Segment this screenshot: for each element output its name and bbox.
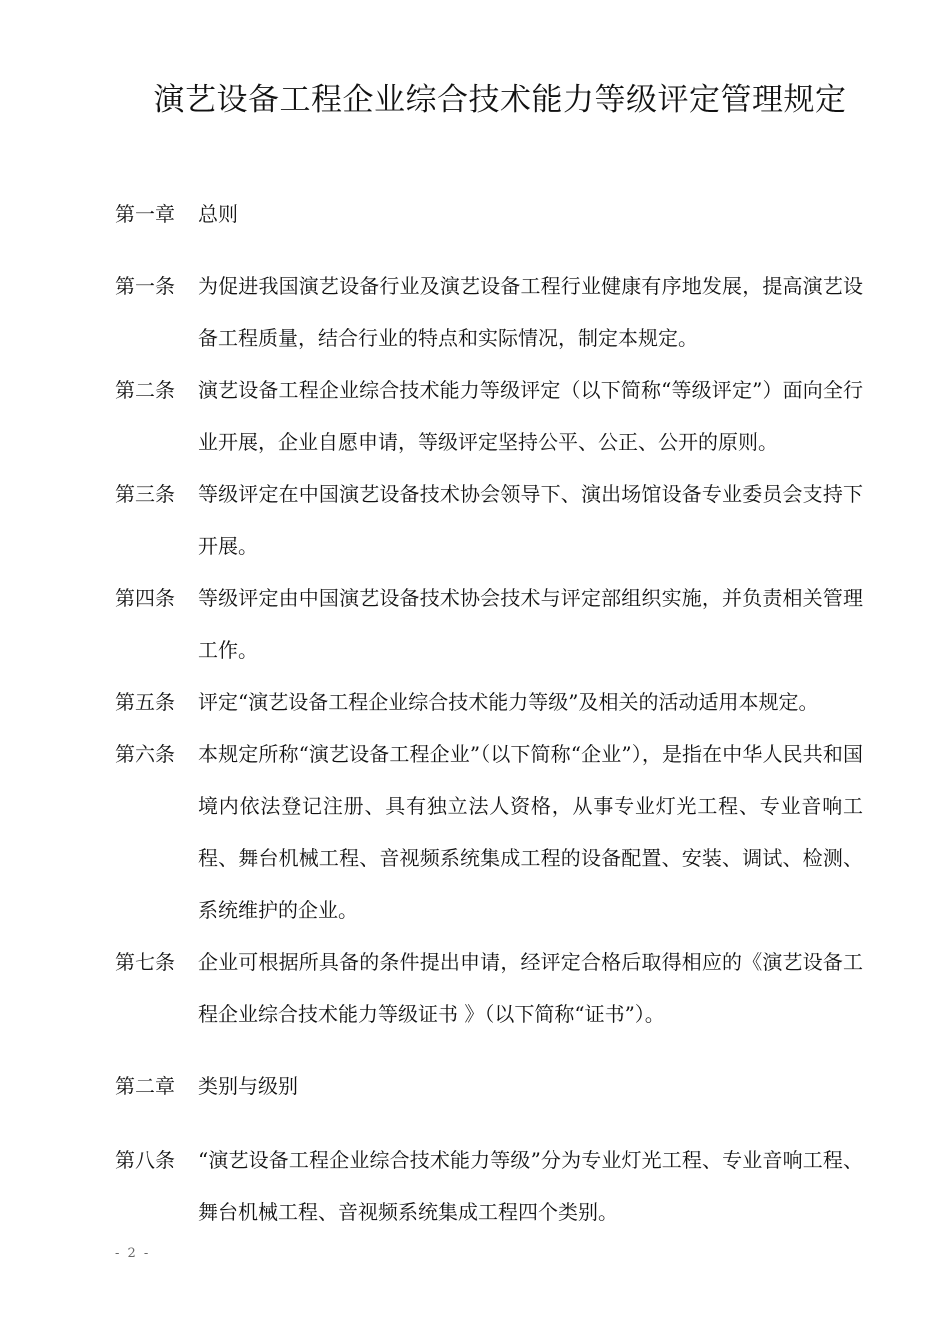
article: [115, 1134, 865, 1238]
article-label: 第四条: [115, 586, 175, 610]
chapter-heading: [115, 1071, 298, 1101]
article-text: 评定“演艺设备工程企业综合技术能力等级”及相关的活动适用本规定。: [198, 690, 819, 714]
article-text: 为促进我国演艺设备行业及演艺设备工程行业健康有序地发展，提高演艺设备工程质量，结合行业的特点和实际情况，制定本规定。: [198, 274, 863, 350]
document-title: 演艺设备工程企业综合技术能力等级评定管理规定: [153, 82, 847, 118]
article-label: 第二条: [115, 378, 175, 402]
chapter-title: 类别与级别: [198, 1074, 298, 1098]
chapter-heading: [115, 199, 238, 229]
article: [115, 676, 865, 728]
chapter-number: 第一章: [115, 202, 175, 226]
chapter-title: 总则: [198, 202, 238, 226]
article-label: 第六条: [115, 742, 175, 766]
article-label: 第七条: [115, 950, 175, 974]
article-label: 第八条: [115, 1148, 175, 1172]
article-label: 第三条: [115, 482, 175, 506]
article-text: 演艺设备工程企业综合技术能力等级评定（以下简称“等级评定”）面向全行业开展，企业自愿申请，等级评定坚持公平、公正、公开的原则。: [198, 378, 863, 454]
article: [115, 936, 865, 1040]
article-text: 等级评定在中国演艺设备技术协会领导下、演出场馆设备专业委员会支持下开展。: [198, 482, 863, 558]
article-label: 第一条: [115, 274, 175, 298]
chapter-number: 第二章: [115, 1074, 175, 1098]
article-text: 本规定所称“演艺设备工程企业”（以下简称“企业”），是指在中华人民共和国境内依法登记注册、具有独立法人资格，从事专业灯光工程、专业音响工程、舞台机械工程、音视频系统集成工程的设备配置、安装、调试、检测、系统维护的企业。: [198, 742, 863, 922]
article-label: 第五条: [115, 690, 175, 714]
article-text: 等级评定由中国演艺设备技术协会技术与评定部组织实施，并负责相关管理工作。: [198, 586, 863, 662]
article-text: “演艺设备工程企业综合技术能力等级”分为专业灯光工程、专业音响工程、舞台机械工程、音视频系统集成工程四个类别。: [198, 1148, 863, 1224]
article: [115, 260, 865, 364]
article: [115, 572, 865, 676]
article: [115, 468, 865, 572]
article: [115, 364, 865, 468]
article: [115, 728, 865, 936]
article-text: 企业可根据所具备的条件提出申请，经评定合格后取得相应的《演艺设备工程企业综合技术能力等级证书 》（以下简称“证书”）。: [198, 950, 863, 1026]
page-number: - 2 -: [115, 1246, 151, 1261]
